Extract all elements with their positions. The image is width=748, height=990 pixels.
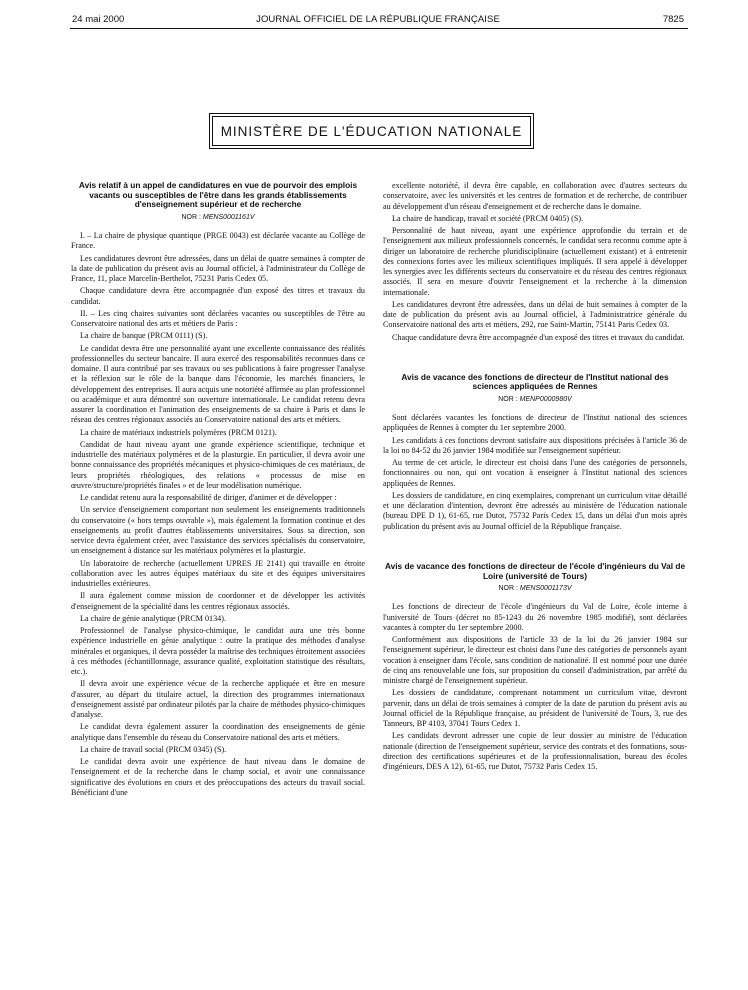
- paragraph: Un service d'enseignement comportant non seulement les enseignements traditionnels du conservatoire (« hors temps ouvrable »), mais également la formation continue et des enseignements au profit d'autres établissements universitaires. Sous sa direction, son service devra également créer, avec l'assistance des services spécialisés du conservatoire, un enseignement à distance sur les matériaux polymères et la plasturgie.: [71, 505, 365, 556]
- paragraph: Chaque candidature devra être accompagnée d'un exposé des titres et travaux du candidat.: [71, 286, 365, 306]
- paragraph: La chaire de banque (PRCM 0111) (S).: [80, 331, 208, 341]
- nor-code: MENS0001161V: [202, 213, 255, 221]
- nor-code: MENS0001173V: [519, 585, 572, 593]
- ministry-title: MINISTÈRE DE L'ÉDUCATION NATIONALE: [220, 123, 523, 139]
- nor-code: MENP0000980V: [519, 395, 572, 403]
- paragraph: excellente notoriété, il devra être capable, en collaboration avec d'autres secteurs du conservatoire, avec les universités et les centres de formation et de recherche, de contribuer au développement d'un réseau d'enseignement et de recherche dans le domaine.: [383, 181, 687, 211]
- paragraph: I. – La chaire de physique quantique (PRGE 0043) est déclarée vacante au Collège de France.: [71, 231, 365, 251]
- paragraph: La chaire de génie analytique (PRCM 0134).: [80, 613, 226, 623]
- notice-body-3: [383, 602, 687, 772]
- paragraph: La chaire de travail social (PRCM 0345) (S).: [80, 744, 227, 754]
- paragraph: Les candidatures devront être adressées, dans un délai de quatre semaines à compter de la date de publication du présent avis au Journal officiel, à l'administrateur du Collège de France, 11, place Marcelin-Berthelot, 75231 Paris Cedex 05.: [71, 253, 365, 284]
- paragraph: Il aura également comme mission de coordonner et de développer les activités d'enseignement de la spécialité dans les centres régionaux associés.: [71, 591, 365, 611]
- paragraph: Candidat de haut niveau ayant une grande expérience scientifique, technique et industrielle des matériaux polymères et de la plasturgie. En particulier, il devra avoir une bonne connaissance des propriétés mécaniques et physico-chimiques de ces matériaux, de leurs propriétés rhéologiques, des relations « processus de mise en œuvre/structure/propriétés finales » et de leur modélisation numérique.: [71, 439, 365, 490]
- paragraph: Les candidats devront adresser une copie de leur dossier au ministre de l'éducation nationale (direction de l'enseignement supérieur, service des contrats et des formations, sous-direction des certifications supérieures et de la professionnalisation, bureau des écoles d'ingénieurs, DES A 12), 61-65, rue Dutot, 75732 Paris Cedex 15.: [383, 731, 687, 772]
- paragraph: Professionnel de l'analyse physico-chimique, le candidat aura une très bonne expérience industrielle en génie analytique : outre la pratique des méthodes d'analyse minérales et organiques, il devra posséder la maîtrise des techniques étroitement associées à ces méthodes (échantillonnage, assurance qualité, exploitation statistique des résultats, etc.).: [71, 626, 365, 677]
- left-column: [71, 181, 365, 800]
- header-rule: [70, 28, 688, 29]
- paragraph: Les fonctions de directeur de l'école d'ingénieurs du Val de Loire, école interne à l'université de Tours (décret no 85-1243 du 26 novembre 1985 modifié), sont déclarées vacantes à compter du 1er septembre 2000.: [383, 602, 687, 632]
- paragraph: Sont déclarées vacantes les fonctions de directeur de l'Institut national des sciences appliquées de Rennes à compter du 1er septembre 2000.: [383, 413, 687, 433]
- notice-title-2: Avis de vacance des fonctions de directeur de l'Institut national des sciences appliquées de Rennes: [401, 371, 669, 392]
- notice-body-1: [71, 231, 365, 798]
- nor-reference-3: [383, 584, 687, 594]
- nor-label: NOR :: [498, 585, 518, 593]
- paragraph: Un laboratoire de recherche (actuellement UPRES JE 2141) qui travaille en étroite collaboration avec les autres équipes matériaux du site et des équipes universitaires industrielles extérieures.: [71, 558, 365, 589]
- paragraph: II. – Les cinq chaires suivantes sont déclarées vacantes ou susceptibles de l'être au Conservatoire national des arts et métiers de Paris :: [71, 308, 365, 329]
- notice-title-3: Avis de vacance des fonctions de directeur de l'école d'ingénieurs du Val de Loire (université de Tours): [384, 560, 686, 581]
- right-column: [383, 181, 687, 774]
- notice-body-2: [383, 413, 687, 532]
- paragraph: Le candidat devra avoir une expérience de haut niveau dans le domaine de l'enseignement et de la recherche dans le champ social, et avoir une connaissance significative des évolutions en cours et des préoccupations des acteurs du travail social. Bénéficiant d'une: [71, 757, 365, 797]
- notice-title-1: Avis relatif à un appel de candidatures en vue de pourvoir des emplois vacants ou susceptibles de l'être dans les grands établissements d'enseignement supérieur et de recherche: [78, 180, 358, 210]
- paragraph: Le candidat devra également assurer la coordination des enseignements de génie analytique dans l'ensemble du réseau du Conservatoire national des arts et métiers.: [71, 722, 365, 742]
- paragraph: La chaire de handicap, travail et société (PRCM 0405) (S).: [392, 213, 584, 223]
- nor-reference-2: [383, 395, 687, 405]
- nor-reference-1: [71, 213, 365, 223]
- paragraph: Personnalité de haut niveau, ayant une expérience approfondie du terrain et de l'enseignement aux milieux professionnels concernés, le candidat sera reconnu comme apte à diriger un laboratoire de recherche pluridisciplinaire (actuellement existant) et à entretenir des connexions fortes avec les milieux scientifiques impliqués. Il sera appelé à développer les synergies avec les différents secteurs du conservatoire et du réseau des centres régionaux associés. Il sera en mesure d'ouvrir l'enseignement et la recherche à la dimension internationale.: [383, 226, 687, 297]
- paragraph: Conformément aux dispositions de l'article 33 de la loi du 26 janvier 1984 sur l'enseignement supérieur, le directeur est choisi dans l'une des catégories de personnels ayant vocation à enseigner dans l'école, sans condition de nationalité. Il est nommé pour une durée de cinq ans renouvelable une fois, sur proposition du conseil d'administration, par arrêté du ministre chargé de l'enseignement supérieur.: [383, 635, 687, 686]
- paragraph: Au terme de cet article, le directeur est choisi dans l'une des catégories de personnels, fonctionnaires ou non, qui ont vocation à enseigner à l'Institut national des sciences appliquées de Rennes.: [383, 458, 687, 488]
- ministry-banner: [212, 116, 531, 146]
- paragraph: Les candidats à ces fonctions devront satisfaire aux dispositions précisées à l'article 36 de la loi no 84-52 du 26 janvier 1984 modifiée sur l'enseignement supérieur.: [383, 435, 687, 455]
- page-number: 7825: [662, 14, 684, 25]
- paragraph: La chaire de matériaux industriels polymères (PRCM 0121).: [80, 427, 277, 437]
- paragraph: Il devra avoir une expérience vécue de la recherche appliquée et être en mesure d'assurer, au départ du titulaire actuel, la direction des programmes internationaux d'enseignement assisté par ordinateur pilotés par la chaire de méthodes physico-chimiques d'analyse.: [71, 679, 365, 720]
- nor-label: NOR :: [181, 213, 201, 221]
- paragraph: Les dossiers de candidature, comprenant notamment un curriculum vitae, devront parvenir, dans un délai de trois semaines à compter de la date de parution du présent avis au Journal officiel de la République française, au président de l'université de Tours, 3, rue des Tanneurs, BP 4103, 37041 Tours Cedex 1.: [383, 688, 687, 729]
- paragraph: Les dossiers de candidature, en cinq exemplaires, comprenant un curriculum vitae détaillé et une déclaration d'intention, devront être adressés au ministère de l'éducation nationale (bureau DPE D 1), 61-65, rue Dutot, 75732 Paris Cedex 15, dans un délai d'un mois après publication du présent avis au Journal officiel de la République française.: [383, 490, 687, 531]
- journal-title: JOURNAL OFFICIEL DE LA RÉPUBLIQUE FRANÇAISE: [256, 14, 500, 25]
- paragraph: Le candidat retenu aura la responsabilité de diriger, d'animer et de développer :: [80, 493, 337, 503]
- paragraph: Chaque candidature devra être accompagnée d'un exposé des titres et travaux du candidat.: [392, 332, 685, 342]
- paragraph: Le candidat devra être une personnalité ayant une excellente connaissance des réalités professionnelles du secteur bancaire. Il aura exercé des responsabilités reconnues dans ce domaine. Il aura contribué par ses travaux ou ses publications à faire progresser l'analyse et la réflexion sur le rôle de la banque dans l'économie, les marchés financiers, le développement des entreprises. Il aura acquis une notoriété affirmée au plan professionnel ou académique et aura démontré son ouverture internationale. Le candidat retenu devra assurer la coordination et l'animation des enseignements de sa chaire à Paris et dans le réseau des centres régionaux associés au Conservatoire national des arts et métiers.: [71, 343, 365, 425]
- notice-body-1-continued: [383, 181, 687, 343]
- issue-date: 24 mai 2000: [72, 14, 125, 25]
- paragraph: Les candidatures devront être adressées, dans un délai de huit semaines à compter de la date de publication du présent avis au Journal officiel, à l'administratrice générale du Conservatoire national des arts et métiers, 292, rue Saint-Martin, 75141 Paris Cedex 03.: [383, 299, 687, 330]
- nor-label: NOR :: [498, 395, 518, 403]
